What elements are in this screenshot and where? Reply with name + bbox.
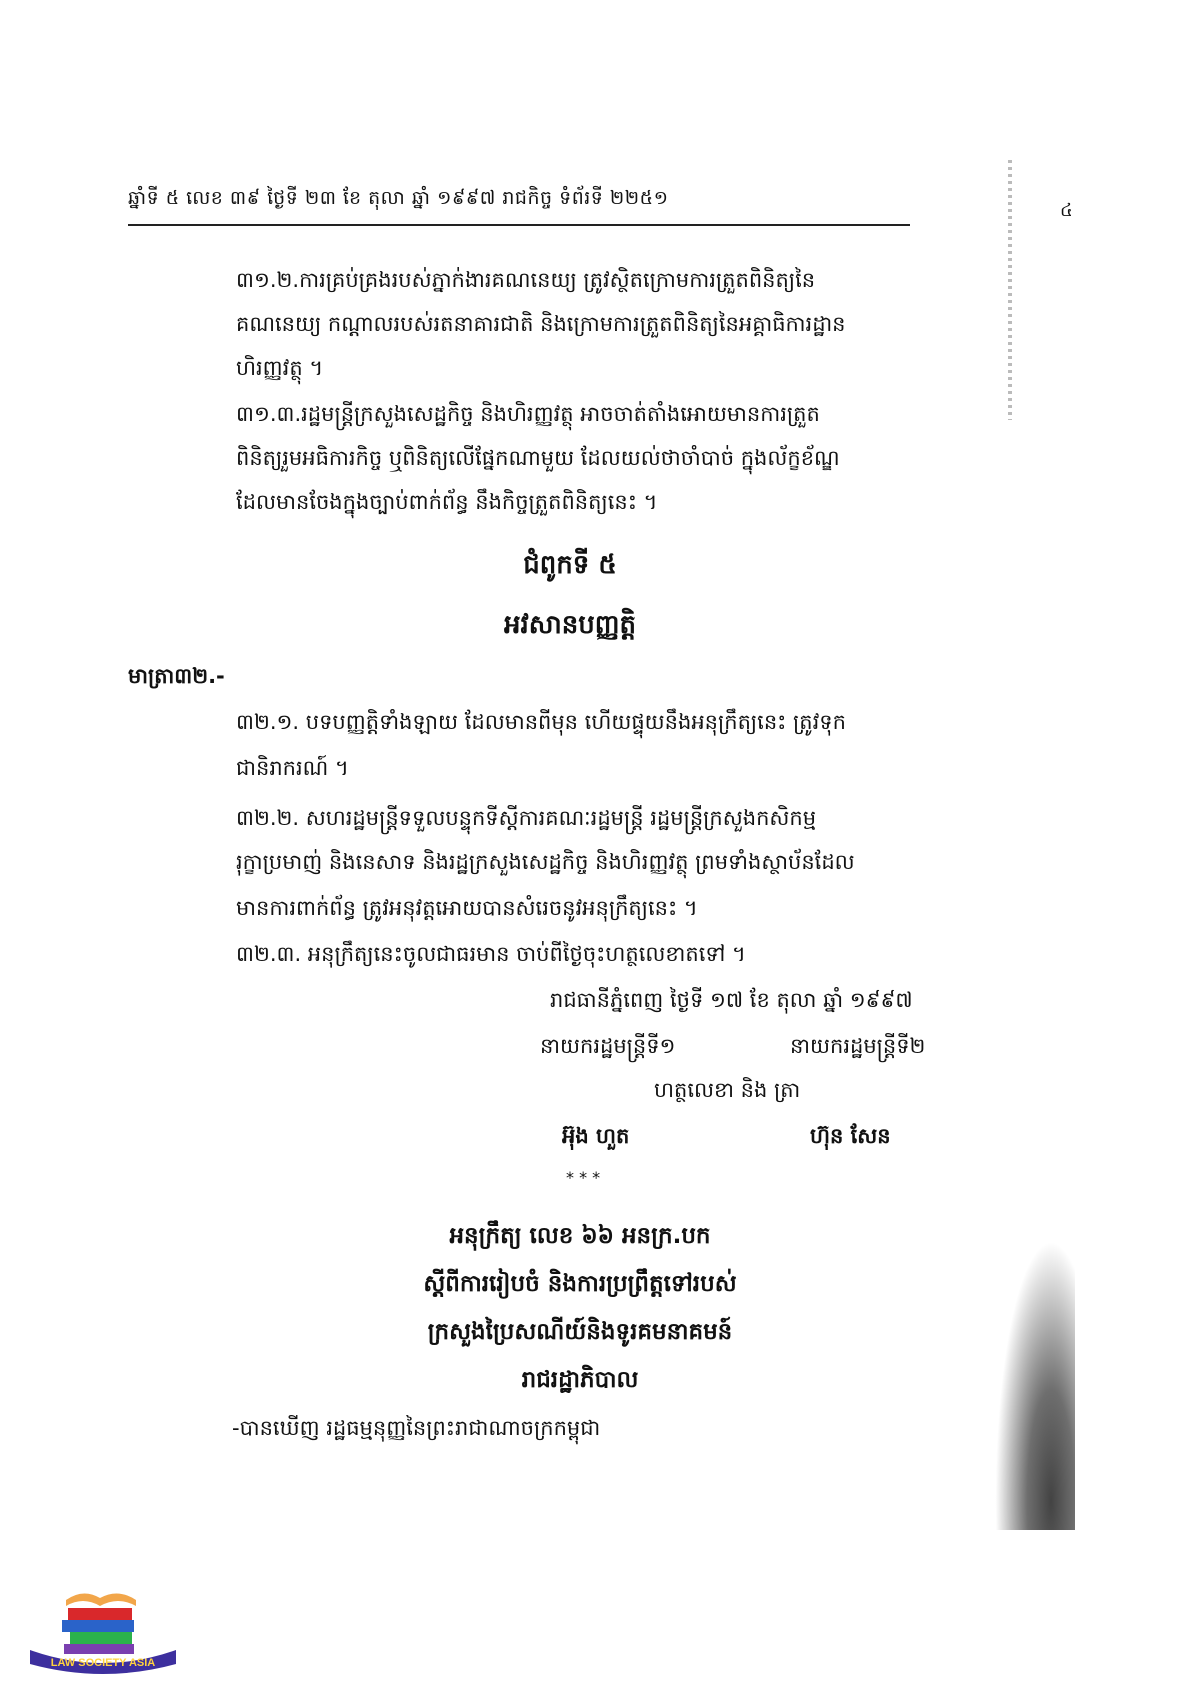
chapter-title: អវសានបញ្ញត្តិ xyxy=(503,610,637,640)
signature-note: ហត្ថលេខា និង ត្រា xyxy=(654,1078,801,1102)
logo-text: LAW SOCIETY ASIA xyxy=(50,1657,156,1669)
scan-edge-decoration xyxy=(1008,160,1012,420)
next-decree-title-2: ក្រសួងប្រៃសណីយ៍និងទូរគមនាគមន៍ xyxy=(427,1319,733,1345)
para-32-1-line-2: ជានិរាករណ៍ ។ xyxy=(236,756,349,780)
signature-pm2-title: នាយករដ្ឋមន្ត្រីទី២ xyxy=(790,1034,926,1058)
scan-noise-decoration xyxy=(995,1240,1075,1530)
para-31-3-line-3: ដែលមានចែងក្នុងច្បាប់ពាក់ព័ន្ធ នឹងកិច្ចត្រួតពិនិត្យនេះ ។ xyxy=(236,490,658,514)
para-32-1-line-1: ៣២.១. បទបញ្ញត្តិទាំងឡាយ ដែលមានពីមុន ហើយផ្ទុយនឹងអនុក្រឹត្យនេះ ត្រូវទុក xyxy=(236,710,846,734)
signature-date: រាជធានីភ្នំពេញ ថ្ងៃទី ១៧ ខែ តុលា ឆ្នាំ ១៩៩៧ xyxy=(550,988,913,1012)
signatory-name-1: អ៊ុង ហួត xyxy=(562,1124,630,1148)
para-31-2-line-1: ៣១.២.ការគ្រប់គ្រងរបស់ភ្នាក់ងារគណនេយ្យ ត្រូវស្ថិតក្រោមការត្រួតពិនិត្យនៃ xyxy=(236,268,816,292)
para-32-2-line-2: រុក្ខាប្រមាញ់ និងនេសាទ និងរដ្ឋក្រសួងសេដ្ឋកិច្ច និងហិរញ្ញវត្ថុ ព្រមទាំងស្ថាប័នដែល xyxy=(236,850,855,874)
law-society-asia-logo xyxy=(28,1580,178,1676)
books-icon xyxy=(28,1580,178,1676)
next-decree-number: អនុក្រឹត្យ លេខ ៦៦ អនក្រ.បក xyxy=(449,1223,711,1249)
para-31-3-line-2: ពិនិត្យរួមអធិការកិច្ច ឬពិនិត្យលើផ្នែកណាមួយ ដែលយល់ថាចាំបាច់ ក្នុងល័ក្ខខ័ណ្ឌ xyxy=(236,446,840,470)
para-31-2-line-3: ហិរញ្ញវត្ថុ ។ xyxy=(236,356,324,380)
next-decree-title-1: ស្តីពីការរៀបចំ និងការប្រព្រឹត្តទៅរបស់ xyxy=(423,1271,737,1297)
para-32-2-line-3: មានការពាក់ព័ន្ធ ត្រូវអនុវត្តអោយបានសំរេចនូវអនុក្រឹត្យនេះ ។ xyxy=(236,896,698,920)
para-32-3: ៣២.៣. អនុក្រឹត្យនេះចូលជាធរមាន ចាប់ពីថ្ងៃចុះហត្ថលេខាតទៅ ។ xyxy=(236,942,746,966)
signature-pm1-title: នាយករដ្ឋមន្ត្រីទី១ xyxy=(540,1034,676,1058)
para-31-2-line-2: គណនេយ្យ កណ្តាលរបស់រតនាគារជាតិ និងក្រោមការត្រួតពិនិត្យនៃអគ្គាធិការដ្ឋាន xyxy=(236,312,846,336)
next-decree-preamble: -បានឃើញ រដ្ឋធម្មនុញ្ញនៃព្រះរាជាណាចក្រកម្ពុជា xyxy=(232,1416,601,1440)
article-32-label: មាត្រា៣២.- xyxy=(128,664,225,688)
page-side-mark: ៤ xyxy=(1060,200,1073,221)
signatory-name-2: ហ៊ុន សែន xyxy=(810,1124,891,1148)
chapter-number: ជំពូកទី ៥ xyxy=(523,550,617,580)
next-decree-government: រាជរដ្ឋាភិបាល xyxy=(521,1367,639,1393)
para-31-3-line-1: ៣១.៣.រដ្ឋមន្ត្រីក្រសួងសេដ្ឋកិច្ច និងហិរញ្ញវត្ថុ អាចចាត់តាំងអោយមានការត្រួត xyxy=(236,402,820,426)
gazette-header: ឆ្នាំទី ៥ លេខ ៣៩ ថ្ងៃទី ២៣ ខែ តុលា ឆ្នាំ ១៩៩៧ រាជកិច្ច ទំព័រទី ២២៥១ xyxy=(128,186,910,226)
para-32-2-line-1: ៣២.២. សហរដ្ឋមន្ត្រីទទួលបន្ទុកទីស្តីការគណៈរដ្ឋមន្ត្រី រដ្ឋមន្ត្រីក្រសួងកសិកម្ម xyxy=(236,806,817,830)
section-separator-stars: * * * xyxy=(566,1168,601,1187)
